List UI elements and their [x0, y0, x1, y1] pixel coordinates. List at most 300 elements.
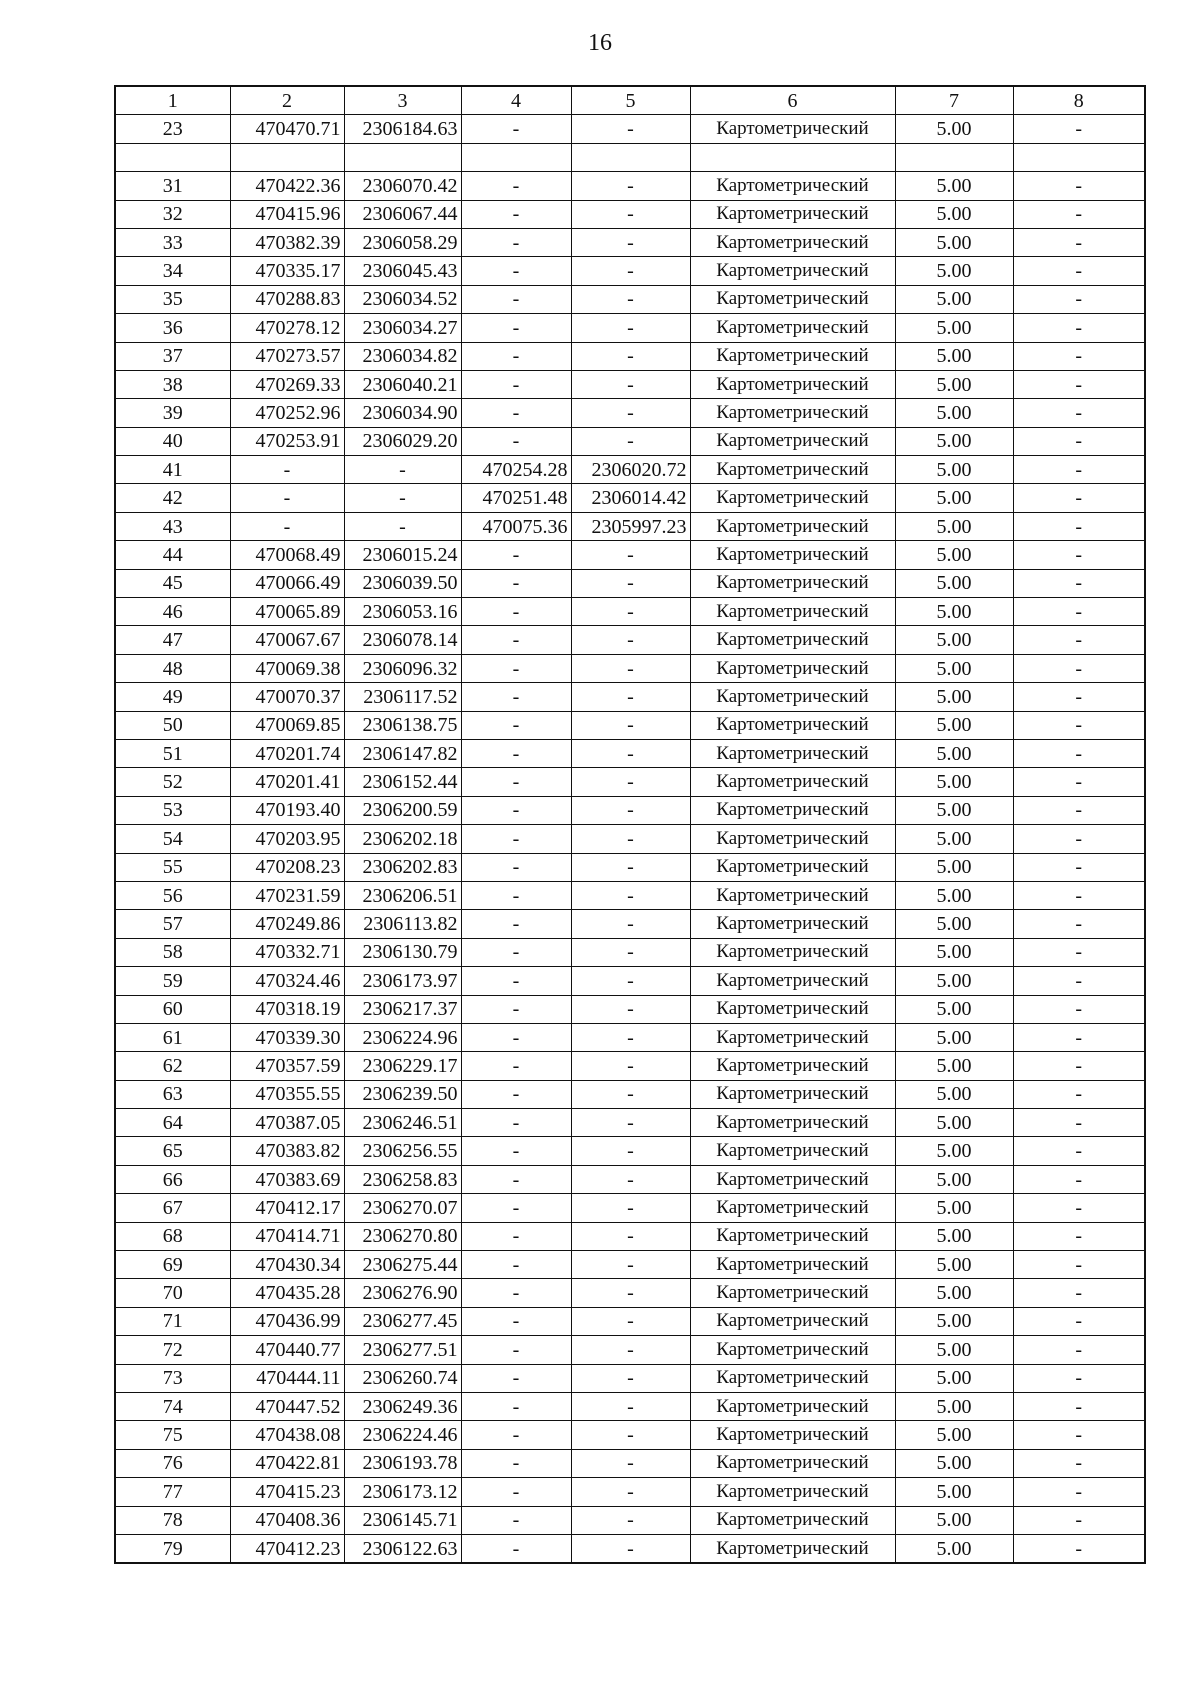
- cell-method: Картометрический: [690, 1307, 895, 1335]
- cell-method: Картометрический: [690, 1449, 895, 1477]
- cell-x-new: 470251.48: [461, 484, 571, 512]
- cell-x-coordinate: 470387.05: [230, 1109, 344, 1137]
- table-row: [115, 626, 1145, 654]
- cell-point-number: 69: [115, 1251, 230, 1279]
- cell-note: -: [1013, 1392, 1145, 1420]
- cell-x-coordinate: 470447.52: [230, 1392, 344, 1420]
- cell-method: Картометрический: [690, 200, 895, 228]
- cell-accuracy: 5.00: [895, 910, 1013, 938]
- cell-point-number: 52: [115, 768, 230, 796]
- cell-y-new: -: [571, 1449, 690, 1477]
- cell-y-coordinate: 2306034.82: [344, 342, 461, 370]
- cell-method: Картометрический: [690, 484, 895, 512]
- cell-y-coordinate: 2306138.75: [344, 711, 461, 739]
- cell-y-coordinate: 2306040.21: [344, 370, 461, 398]
- cell-y-coordinate: 2306173.97: [344, 967, 461, 995]
- cell-accuracy: 5.00: [895, 626, 1013, 654]
- cell-note: -: [1013, 598, 1145, 626]
- cell-y-new: -: [571, 683, 690, 711]
- cell-y-new: -: [571, 1307, 690, 1335]
- cell-x-coordinate: 470382.39: [230, 228, 344, 256]
- cell-accuracy: 5.00: [895, 995, 1013, 1023]
- table-row: [115, 314, 1145, 342]
- table-row: [115, 1421, 1145, 1449]
- cell-x-coordinate: 470318.19: [230, 995, 344, 1023]
- cell-y-new: -: [571, 853, 690, 881]
- cell-x-new: -: [461, 1421, 571, 1449]
- cell-accuracy: 5.00: [895, 200, 1013, 228]
- cell-y-coordinate: 2306039.50: [344, 569, 461, 597]
- cell-point-number: 34: [115, 257, 230, 285]
- cell-method: Картометрический: [690, 1392, 895, 1420]
- cell-accuracy: 5.00: [895, 541, 1013, 569]
- cell-y-new: -: [571, 399, 690, 427]
- cell-y-coordinate: -: [344, 484, 461, 512]
- cell-method: Картометрический: [690, 342, 895, 370]
- cell-method: Картометрический: [690, 1251, 895, 1279]
- table-row: [115, 1534, 1145, 1563]
- cell-y-new: -: [571, 825, 690, 853]
- cell-method: Картометрический: [690, 1080, 895, 1108]
- cell-note: -: [1013, 711, 1145, 739]
- cell-x-coordinate: 470412.23: [230, 1534, 344, 1563]
- cell-point-number: 50: [115, 711, 230, 739]
- cell-y-new: -: [571, 427, 690, 455]
- cell-x-new: -: [461, 1534, 571, 1563]
- cell-accuracy: 5.00: [895, 768, 1013, 796]
- cell-x-coordinate: 470193.40: [230, 796, 344, 824]
- cell-y-new: -: [571, 200, 690, 228]
- cell-x-new: -: [461, 1279, 571, 1307]
- table-row: [115, 1251, 1145, 1279]
- cell-accuracy: [895, 143, 1013, 171]
- cell-note: -: [1013, 1023, 1145, 1051]
- table-row: [115, 825, 1145, 853]
- cell-x-coordinate: 470415.23: [230, 1478, 344, 1506]
- cell-method: Картометрический: [690, 711, 895, 739]
- cell-y-coordinate: 2306277.51: [344, 1336, 461, 1364]
- cell-method: Картометрический: [690, 427, 895, 455]
- cell-x-new: -: [461, 172, 571, 200]
- cell-point-number: 76: [115, 1449, 230, 1477]
- table-row: [115, 1449, 1145, 1477]
- cell-accuracy: 5.00: [895, 342, 1013, 370]
- cell-y-coordinate: 2306224.96: [344, 1023, 461, 1051]
- cell-note: -: [1013, 1194, 1145, 1222]
- cell-point-number: 79: [115, 1534, 230, 1563]
- cell-y-coordinate: 2306246.51: [344, 1109, 461, 1137]
- cell-x-coordinate: 470339.30: [230, 1023, 344, 1051]
- cell-accuracy: 5.00: [895, 399, 1013, 427]
- page-number: 16: [588, 30, 612, 56]
- cell-x-coordinate: 470414.71: [230, 1222, 344, 1250]
- column-header-5: 5: [571, 86, 690, 115]
- cell-x-coordinate: 470436.99: [230, 1307, 344, 1335]
- table-header-row: [115, 86, 1145, 115]
- cell-y-coordinate: 2306034.27: [344, 314, 461, 342]
- cell-y-coordinate: 2306122.63: [344, 1534, 461, 1563]
- cell-x-coordinate: 470470.71: [230, 115, 344, 143]
- cell-accuracy: 5.00: [895, 1165, 1013, 1193]
- table-row: [115, 1109, 1145, 1137]
- cell-y-new: -: [571, 1364, 690, 1392]
- cell-y-coordinate: 2306029.20: [344, 427, 461, 455]
- cell-y-coordinate: 2306258.83: [344, 1165, 461, 1193]
- cell-accuracy: 5.00: [895, 1279, 1013, 1307]
- cell-accuracy: 5.00: [895, 1392, 1013, 1420]
- cell-point-number: 71: [115, 1307, 230, 1335]
- cell-method: Картометрический: [690, 172, 895, 200]
- cell-method: Картометрический: [690, 399, 895, 427]
- cell-note: -: [1013, 1251, 1145, 1279]
- table-row: [115, 342, 1145, 370]
- cell-accuracy: 5.00: [895, 1336, 1013, 1364]
- cell-method: Картометрический: [690, 1137, 895, 1165]
- cell-accuracy: 5.00: [895, 1449, 1013, 1477]
- table-row: [115, 257, 1145, 285]
- cell-x-coordinate: 470068.49: [230, 541, 344, 569]
- cell-x-coordinate: 470231.59: [230, 881, 344, 909]
- cell-note: -: [1013, 1478, 1145, 1506]
- cell-y-coordinate: 2306229.17: [344, 1052, 461, 1080]
- cell-accuracy: 5.00: [895, 598, 1013, 626]
- cell-point-number: 37: [115, 342, 230, 370]
- cell-point-number: 33: [115, 228, 230, 256]
- cell-accuracy: 5.00: [895, 1052, 1013, 1080]
- table-row: [115, 228, 1145, 256]
- cell-y-new: -: [571, 1080, 690, 1108]
- cell-accuracy: 5.00: [895, 1194, 1013, 1222]
- cell-x-new: -: [461, 1137, 571, 1165]
- cell-y-new: -: [571, 1137, 690, 1165]
- cell-x-new: -: [461, 228, 571, 256]
- cell-note: -: [1013, 456, 1145, 484]
- column-header-6: 6: [690, 86, 895, 115]
- cell-accuracy: 5.00: [895, 739, 1013, 767]
- cell-point-number: 77: [115, 1478, 230, 1506]
- cell-note: -: [1013, 370, 1145, 398]
- column-header-4: 4: [461, 86, 571, 115]
- cell-method: Картометрический: [690, 1052, 895, 1080]
- cell-note: -: [1013, 1279, 1145, 1307]
- cell-note: -: [1013, 1449, 1145, 1477]
- cell-method: Картометрический: [690, 853, 895, 881]
- cell-y-new: -: [571, 569, 690, 597]
- cell-note: -: [1013, 342, 1145, 370]
- cell-note: -: [1013, 1222, 1145, 1250]
- cell-y-new: -: [571, 796, 690, 824]
- column-header-1: 1: [115, 86, 230, 115]
- column-header-3: 3: [344, 86, 461, 115]
- cell-note: -: [1013, 626, 1145, 654]
- cell-note: -: [1013, 1336, 1145, 1364]
- cell-accuracy: 5.00: [895, 1222, 1013, 1250]
- cell-point-number: 66: [115, 1165, 230, 1193]
- cell-accuracy: 5.00: [895, 1506, 1013, 1534]
- cell-note: -: [1013, 967, 1145, 995]
- cell-accuracy: 5.00: [895, 1109, 1013, 1137]
- cell-method: Картометрический: [690, 1023, 895, 1051]
- cell-x-coordinate: -: [230, 512, 344, 540]
- cell-method: Картометрический: [690, 739, 895, 767]
- cell-x-new: -: [461, 1336, 571, 1364]
- table-row: [115, 654, 1145, 682]
- cell-x-new: -: [461, 115, 571, 143]
- cell-point-number: 43: [115, 512, 230, 540]
- cell-x-coordinate: 470415.96: [230, 200, 344, 228]
- cell-note: -: [1013, 399, 1145, 427]
- cell-point-number: 59: [115, 967, 230, 995]
- cell-y-new: -: [571, 626, 690, 654]
- cell-method: Картометрический: [690, 1194, 895, 1222]
- cell-accuracy: 5.00: [895, 172, 1013, 200]
- cell-point-number: 54: [115, 825, 230, 853]
- cell-point-number: 40: [115, 427, 230, 455]
- cell-x-coordinate: 470067.67: [230, 626, 344, 654]
- cell-x-new: -: [461, 796, 571, 824]
- cell-method: Картометрический: [690, 1109, 895, 1137]
- cell-note: -: [1013, 1052, 1145, 1080]
- cell-point-number: 68: [115, 1222, 230, 1250]
- cell-method: Картометрический: [690, 626, 895, 654]
- cell-method: Картометрический: [690, 825, 895, 853]
- cell-x-new: -: [461, 967, 571, 995]
- cell-note: -: [1013, 739, 1145, 767]
- cell-accuracy: 5.00: [895, 569, 1013, 597]
- cell-y-coordinate: 2306058.29: [344, 228, 461, 256]
- cell-method: Картометрический: [690, 569, 895, 597]
- table-row: [115, 1052, 1145, 1080]
- cell-method: Картометрический: [690, 938, 895, 966]
- cell-point-number: 38: [115, 370, 230, 398]
- cell-x-coordinate: 470422.81: [230, 1449, 344, 1477]
- cell-x-new: -: [461, 1023, 571, 1051]
- cell-x-coordinate: -: [230, 456, 344, 484]
- cell-method: Картометрический: [690, 683, 895, 711]
- cell-x-coordinate: 470438.08: [230, 1421, 344, 1449]
- cell-y-new: -: [571, 1109, 690, 1137]
- cell-y-new: -: [571, 1251, 690, 1279]
- cell-x-coordinate: 470444.11: [230, 1364, 344, 1392]
- cell-y-new: -: [571, 881, 690, 909]
- cell-x-new: -: [461, 1165, 571, 1193]
- cell-accuracy: 5.00: [895, 683, 1013, 711]
- cell-y-new: -: [571, 1052, 690, 1080]
- cell-x-new: -: [461, 257, 571, 285]
- cell-accuracy: 5.00: [895, 484, 1013, 512]
- table-row: [115, 853, 1145, 881]
- cell-y-coordinate: 2306147.82: [344, 739, 461, 767]
- cell-x-new: 470254.28: [461, 456, 571, 484]
- cell-accuracy: 5.00: [895, 228, 1013, 256]
- cell-y-new: -: [571, 342, 690, 370]
- cell-accuracy: 5.00: [895, 115, 1013, 143]
- cell-note: -: [1013, 796, 1145, 824]
- cell-point-number: 23: [115, 115, 230, 143]
- cell-point-number: 31: [115, 172, 230, 200]
- cell-accuracy: 5.00: [895, 1251, 1013, 1279]
- cell-x-new: -: [461, 853, 571, 881]
- cell-note: -: [1013, 257, 1145, 285]
- table-row: [115, 1364, 1145, 1392]
- cell-accuracy: 5.00: [895, 1534, 1013, 1563]
- cell-x-coordinate: 470383.82: [230, 1137, 344, 1165]
- table-row: [115, 1023, 1145, 1051]
- cell-note: -: [1013, 995, 1145, 1023]
- cell-point-number: 45: [115, 569, 230, 597]
- cell-x-new: -: [461, 711, 571, 739]
- cell-y-coordinate: 2306173.12: [344, 1478, 461, 1506]
- cell-accuracy: 5.00: [895, 711, 1013, 739]
- cell-y-coordinate: 2306275.44: [344, 1251, 461, 1279]
- cell-x-coordinate: [230, 143, 344, 171]
- cell-note: -: [1013, 1307, 1145, 1335]
- cell-y-coordinate: 2306130.79: [344, 938, 461, 966]
- cell-point-number: 51: [115, 739, 230, 767]
- cell-point-number: 55: [115, 853, 230, 881]
- cell-x-coordinate: 470422.36: [230, 172, 344, 200]
- cell-note: -: [1013, 200, 1145, 228]
- cell-x-new: -: [461, 370, 571, 398]
- cell-x-new: -: [461, 1449, 571, 1477]
- cell-method: Картометрический: [690, 115, 895, 143]
- cell-x-coordinate: 470203.95: [230, 825, 344, 853]
- cell-x-coordinate: 470324.46: [230, 967, 344, 995]
- cell-y-coordinate: 2306193.78: [344, 1449, 461, 1477]
- cell-x-coordinate: -: [230, 484, 344, 512]
- cell-x-new: -: [461, 200, 571, 228]
- cell-accuracy: 5.00: [895, 512, 1013, 540]
- coordinates-table: [114, 85, 1146, 1564]
- cell-y-new: -: [571, 257, 690, 285]
- cell-y-coordinate: 2306249.36: [344, 1392, 461, 1420]
- table-row: [115, 569, 1145, 597]
- cell-point-number: 73: [115, 1364, 230, 1392]
- cell-x-coordinate: 470408.36: [230, 1506, 344, 1534]
- cell-x-coordinate: 470069.38: [230, 654, 344, 682]
- table-row: [115, 1336, 1145, 1364]
- table-row: [115, 427, 1145, 455]
- cell-x-new: -: [461, 768, 571, 796]
- cell-point-number: 46: [115, 598, 230, 626]
- cell-y-coordinate: 2306034.52: [344, 285, 461, 313]
- cell-note: -: [1013, 654, 1145, 682]
- cell-point-number: 56: [115, 881, 230, 909]
- cell-x-coordinate: 470249.86: [230, 910, 344, 938]
- cell-point-number: [115, 143, 230, 171]
- cell-y-coordinate: -: [344, 456, 461, 484]
- table-row: [115, 285, 1145, 313]
- cell-y-coordinate: 2306184.63: [344, 115, 461, 143]
- cell-x-new: -: [461, 881, 571, 909]
- cell-x-new: -: [461, 739, 571, 767]
- cell-method: Картометрический: [690, 257, 895, 285]
- cell-x-coordinate: 470278.12: [230, 314, 344, 342]
- cell-x-new: -: [461, 910, 571, 938]
- cell-y-coordinate: 2306053.16: [344, 598, 461, 626]
- cell-accuracy: 5.00: [895, 1478, 1013, 1506]
- cell-x-coordinate: 470383.69: [230, 1165, 344, 1193]
- cell-note: -: [1013, 427, 1145, 455]
- cell-x-new: -: [461, 1222, 571, 1250]
- table-row: [115, 1478, 1145, 1506]
- cell-x-new: -: [461, 1506, 571, 1534]
- cell-y-coordinate: 2306113.82: [344, 910, 461, 938]
- cell-y-new: -: [571, 1279, 690, 1307]
- cell-y-new: -: [571, 1222, 690, 1250]
- cell-accuracy: 5.00: [895, 285, 1013, 313]
- cell-note: -: [1013, 1421, 1145, 1449]
- table-row: [115, 370, 1145, 398]
- cell-x-coordinate: 470288.83: [230, 285, 344, 313]
- cell-y-new: -: [571, 1336, 690, 1364]
- table-row: [115, 796, 1145, 824]
- cell-accuracy: 5.00: [895, 1421, 1013, 1449]
- cell-point-number: 75: [115, 1421, 230, 1449]
- cell-x-coordinate: 470253.91: [230, 427, 344, 455]
- cell-x-new: -: [461, 1392, 571, 1420]
- table-row: [115, 967, 1145, 995]
- cell-x-new: -: [461, 683, 571, 711]
- cell-accuracy: 5.00: [895, 654, 1013, 682]
- cell-y-coordinate: 2306152.44: [344, 768, 461, 796]
- cell-y-new: -: [571, 1506, 690, 1534]
- cell-point-number: 48: [115, 654, 230, 682]
- table-row: [115, 399, 1145, 427]
- table-row: [115, 1137, 1145, 1165]
- cell-method: Картометрический: [690, 512, 895, 540]
- cell-y-coordinate: 2306067.44: [344, 200, 461, 228]
- cell-point-number: 49: [115, 683, 230, 711]
- cell-method: Картометрический: [690, 1534, 895, 1563]
- cell-y-new: -: [571, 541, 690, 569]
- cell-y-new: -: [571, 1534, 690, 1563]
- cell-x-new: -: [461, 1478, 571, 1506]
- cell-note: -: [1013, 768, 1145, 796]
- table-row: [115, 739, 1145, 767]
- cell-note: -: [1013, 1165, 1145, 1193]
- cell-point-number: 35: [115, 285, 230, 313]
- cell-x-new: -: [461, 399, 571, 427]
- cell-y-coordinate: 2306015.24: [344, 541, 461, 569]
- cell-y-new: -: [571, 739, 690, 767]
- cell-method: Картометрический: [690, 370, 895, 398]
- cell-x-new: -: [461, 1194, 571, 1222]
- cell-note: -: [1013, 1506, 1145, 1534]
- cell-accuracy: 5.00: [895, 796, 1013, 824]
- cell-note: -: [1013, 1364, 1145, 1392]
- cell-y-coordinate: 2306034.90: [344, 399, 461, 427]
- cell-y-coordinate: 2306224.46: [344, 1421, 461, 1449]
- cell-method: Картометрический: [690, 1336, 895, 1364]
- table-row: [115, 938, 1145, 966]
- cell-method: Картометрический: [690, 285, 895, 313]
- cell-note: -: [1013, 1109, 1145, 1137]
- cell-x-new: -: [461, 598, 571, 626]
- cell-accuracy: 5.00: [895, 314, 1013, 342]
- coordinates-table-container: [114, 85, 1144, 1564]
- cell-point-number: 36: [115, 314, 230, 342]
- cell-x-new: -: [461, 569, 571, 597]
- cell-x-new: -: [461, 1364, 571, 1392]
- cell-point-number: 41: [115, 456, 230, 484]
- cell-accuracy: 5.00: [895, 1137, 1013, 1165]
- cell-y-new: -: [571, 1478, 690, 1506]
- cell-y-new: -: [571, 285, 690, 313]
- cell-y-new: -: [571, 115, 690, 143]
- cell-x-coordinate: 470273.57: [230, 342, 344, 370]
- cell-point-number: 47: [115, 626, 230, 654]
